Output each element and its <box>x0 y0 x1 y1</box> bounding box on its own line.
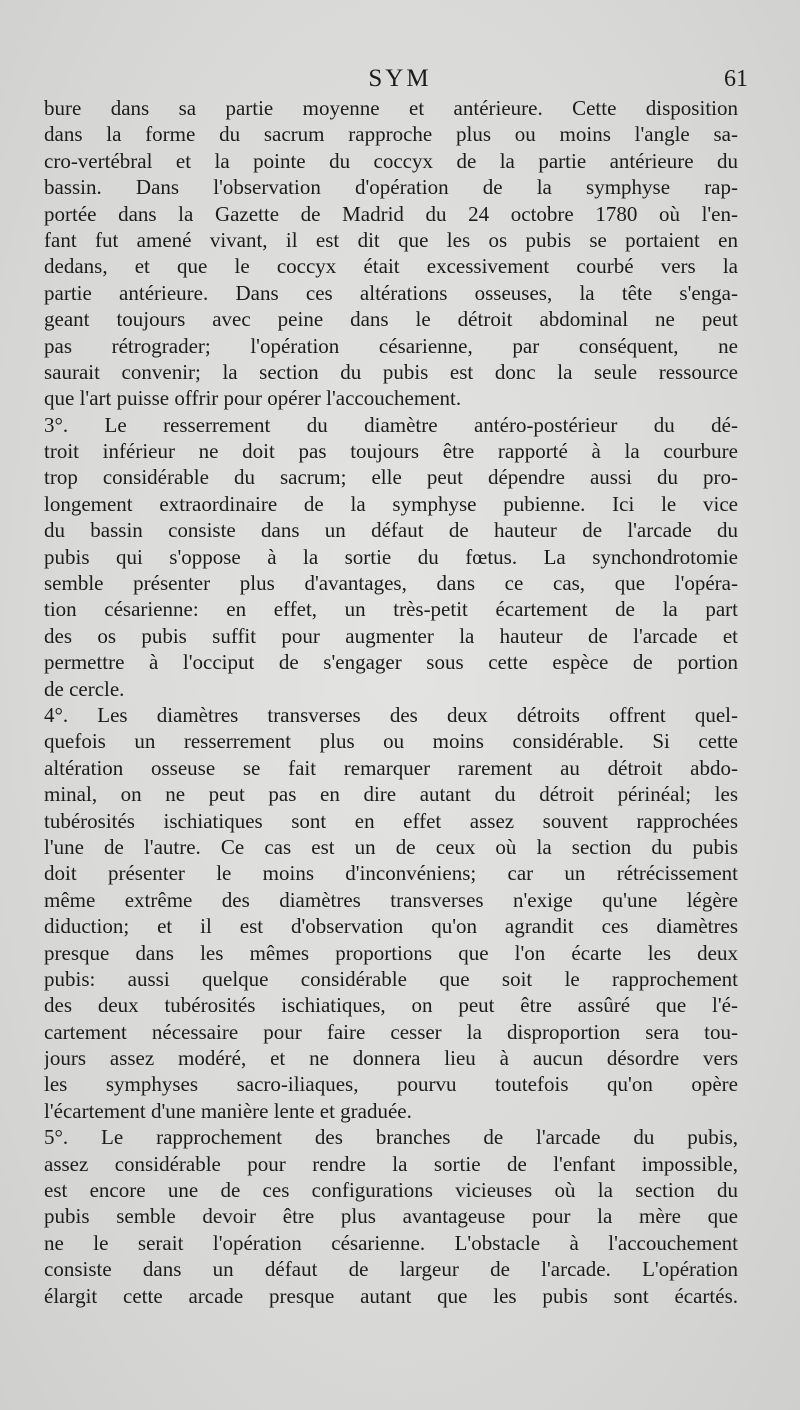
text-line: 3°. Le resserrement du diamètre antéro-postérieur du dé- <box>44 412 738 437</box>
text-line: quefois un resserrement plus ou moins considérable. Si cette <box>44 729 738 754</box>
text-line: l'écartement d'une manière lente et graduée. <box>44 1098 412 1123</box>
text-line: doit présenter le moins d'inconvéniens; car un rétrécissement <box>44 861 738 886</box>
text-line: des deux tubérosités ischiatiques, on peut être assûré que l'é- <box>44 993 738 1018</box>
text-line: longement extraordinaire de la symphyse pubienne. Ici le vice <box>44 491 738 516</box>
text-line: bure dans sa partie moyenne et antérieure. Cette disposition <box>44 96 738 120</box>
text-line: élargit cette arcade presque autant que les pubis sont écartés. <box>44 1283 738 1308</box>
text-line: les symphyses sacro-iliaques, pourvu toutefois qu'on opère <box>44 1072 738 1097</box>
text-line: 5°. Le rapprochement des branches de l'arcade du pubis, <box>44 1125 738 1150</box>
text-line: troit inférieur ne doit pas toujours être rapporté à la courbure <box>44 439 738 464</box>
text-line: fant fut amené vivant, il est dit que les os pubis se portaient en <box>44 227 738 252</box>
text-line: diduction; et il est d'observation qu'on agrandit ces diamètres <box>44 914 738 939</box>
text-line: cartement nécessaire pour faire cesser la disproportion sera tou- <box>44 1019 738 1044</box>
text-line: pubis: aussi quelque considérable que soit le rapprochement <box>44 966 738 991</box>
text-line: presque dans les mêmes proportions que l'on écarte les deux <box>44 940 738 965</box>
text-line: ne le serait l'opération césarienne. L'obstacle à l'accouchement <box>44 1230 738 1255</box>
text-line: du bassin consiste dans un défaut de hauteur de l'arcade du <box>44 518 738 543</box>
text-line: pubis qui s'oppose à la sortie du fœtus. La synchondrotomie <box>44 544 738 569</box>
text-line: trop considérable du sacrum; elle peut dépendre aussi du pro- <box>44 465 738 490</box>
body-text <box>44 95 738 1309</box>
text-line: tubérosités ischiatiques sont en effet assez souvent rapprochées <box>44 808 738 833</box>
text-line: même extrême des diamètres transverses n'exige qu'une légère <box>44 887 738 912</box>
text-line: assez considérable pour rendre la sortie de l'enfant impossible, <box>44 1151 738 1176</box>
text-line: est encore une de ces configurations vicieuses où la section du <box>44 1178 738 1203</box>
text-line: tion césarienne: en effet, un très-petit écartement de la part <box>44 597 738 622</box>
text-line: dans la forme du sacrum rapproche plus ou moins l'angle sa- <box>44 122 738 147</box>
text-line: jours assez modéré, et ne donnera lieu à aucun désordre vers <box>44 1046 738 1071</box>
text-line: l'une de l'autre. Ce cas est un de ceux où la section du pubis <box>44 834 738 859</box>
text-line: 4°. Les diamètres transverses des deux détroits offrent quel- <box>44 702 738 727</box>
text-line: bassin. Dans l'observation d'opération de la symphyse rap- <box>44 175 738 200</box>
text-line: cro-vertébral et la pointe du coccyx de la partie antérieure du <box>44 148 738 173</box>
text-line: partie antérieure. Dans ces altérations osseuses, la tête s'enga- <box>44 280 738 305</box>
running-head <box>0 62 800 96</box>
running-head-title: SYM <box>368 65 432 92</box>
text-line: dedans, et que le coccyx était excessivement courbé vers la <box>44 254 738 279</box>
text-line: minal, on ne peut pas en dire autant du détroit périnéal; les <box>44 782 738 807</box>
text-line: de cercle. <box>44 676 125 701</box>
text-line: altération osseuse se fait remarquer rarement au détroit abdo- <box>44 755 738 780</box>
text-line: que l'art puisse offrir pour opérer l'accouchement. <box>44 386 462 411</box>
text-line: semble présenter plus d'avantages, dans ce cas, que l'opéra- <box>44 571 738 596</box>
text-line: portée dans la Gazette de Madrid du 24 octobre 1780 où l'en- <box>44 201 738 226</box>
text-line: saurait convenir; la section du pubis est donc la seule ressource <box>44 359 738 384</box>
page-number: 61 <box>724 66 748 92</box>
text-line: permettre à l'occiput de s'engager sous cette espèce de portion <box>44 650 738 675</box>
text-line: consiste dans un défaut de largeur de l'arcade. L'opération <box>44 1257 738 1282</box>
text-line: pubis semble devoir être plus avantageuse pour la mère que <box>44 1204 738 1229</box>
text-line: geant toujours avec peine dans le détroit abdominal ne peut <box>44 307 738 332</box>
text-line: pas rétrograder; l'opération césarienne, par conséquent, ne <box>44 333 738 358</box>
text-line: des os pubis suffit pour augmenter la hauteur de l'arcade et <box>44 623 738 648</box>
